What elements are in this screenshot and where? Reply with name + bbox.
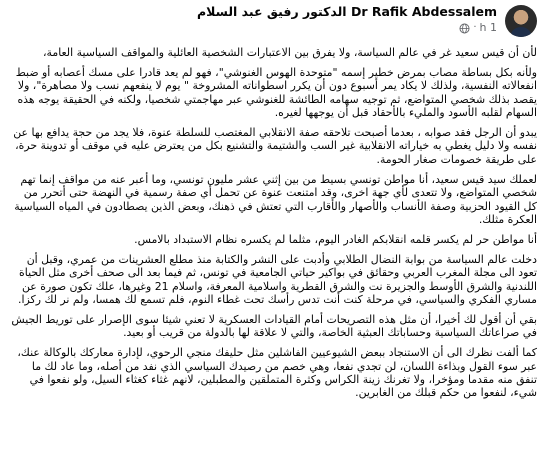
separator-dot: · (473, 22, 477, 33)
author-block (197, 4, 497, 35)
post-body (10, 46, 537, 400)
post-paragraph: يبدو أن الرجل فقد صوابه ، بعدما أصبحت تلاحقه صفة الانقلابي المغتصب للسلطة عنوة، فلا يجد من حجة يدافع بها عن نفسه ولا دليل يغطي به خياراته الانقلابية غير السب والشتيمة والتشنيع بكل من يعترض عليه في موقف أو تدوينة حرة، على طريقة خصومات صغار الحومة. (13, 126, 537, 166)
post-paragraph: بقي أن أقول لك أخيرا، أن مثل هذه التصريحات أمام القيادات العسكرية لا تعني شيئا سوى الإصرار على توريط الجيش في صراعاتك السياسية وحساباتك العبثية الخاصة، والتي لا علاقة لها بالدولة من قريب أو بعيد. (11, 312, 537, 340)
post-meta (197, 21, 497, 35)
post-paragraph: لأن أن قيس سعيد غر في عالم السياسة، ولا يفرق بين الاعتبارات الشخصية العائلية والمواقف السياسية العامة، (43, 46, 537, 59)
post-header (10, 4, 537, 44)
post-paragraph: ولأنه بكل بساطة مصاب بمرض خطير إسمه "متوحدة الهوس الغنوشي"، فهو لم يعد قادرا على مسك أعصابه أو ضبط انفعالاته النفسية، ولذلك لا يكاد يمر أسبوع دون أن يكرر اسطواناته المشروخة " يوم لا ينفعهم نسب ولا مصاهرة"، ولا يقصد بذلك شخصي المتواضع، ثم توجيه سهامه الطائشة للغنوشي عبر مهاجمتي شخصيا، ولكنه في الحقيقة يوجه هذه السهام لقلبه الأسود والمليء بالأحقاد قبل أن يوجهها لغيره. (15, 65, 537, 120)
post-time[interactable]: 1 h (479, 21, 497, 34)
post-paragraph: دخلت عالم السياسة من بوابة النضال الطلابي وأدبت على النشر والكتابة منذ مطلع العشرينات من عمري، وقبل أن تعود الى مجلة المغرب العربي وحقائق في بواكير حياتي الجامعية في تونس، ثم فيما بعد الى صحف أخرى مثل الحياة اللندنية والشرق الأوسط والجزيرة نت والشرق القطرية واسلامية المعرفة، واسلام 21 وغيرها، علك تكون صورة عن مساري الفكري والسياسي، في مرحلة كنت أنت تدس رأسك تحت غطاء النوم، فلم تسمع لك همسا، ولم نر لك ركزا. (18, 252, 537, 306)
avatar[interactable] (505, 5, 537, 37)
post-paragraph: كما ألفت نظرك الى أن الاستنجاد ببعض الشيوعيين الفاشلين مثل حليفك منجي الرحوي، لإدارة معاركك بالوكالة عنك، عبر سوء القول وبذاءة اللسان، لن تجدي نفعا، وهي خصم من رصيدك السياسي الذي نفد من أصله، وما عاد لك ما تنفق منه مقدما ومؤخرا، ولا تغرنك زينة الكراس وكثرة المتملقين والمطبلين، لانهم غثاء كغثاء السيل، ولو نفعوا في شيء، لنفعوا من حكم قبلك من الغابرين. (17, 346, 537, 400)
post-paragraph: لعملك سيد قيس سعيد، أنا مواطن تونسي بسيط من بين إثني عشر مليون تونسي، وما أعبر عنه من مواقف إنما تهم شخصي المتواضع، ولا تتعدى لأي جهة اخرى، وقد امتنعت عنوة عن تحمل أي صفة رسمية في النهضة حتى أتحرر من كل القيود الحزبية وصفة الأنساب والأصهار والأقارب التي تعتش في ذهنك، وبعض الذين يصطادون في المياه السياسية العكرة مثلك. (14, 172, 537, 226)
globe-icon[interactable] (459, 23, 470, 34)
author-name[interactable]: Dr Rafik Abdessalem الدكتور رفيق عبد السلام (196, 4, 497, 19)
post-paragraph: أنا مواطن حر لم يكسر قلمه انقلابكم الغادر اليوم، مثلما لم يكسره نظام الاستبداد بالامس. (134, 232, 537, 246)
